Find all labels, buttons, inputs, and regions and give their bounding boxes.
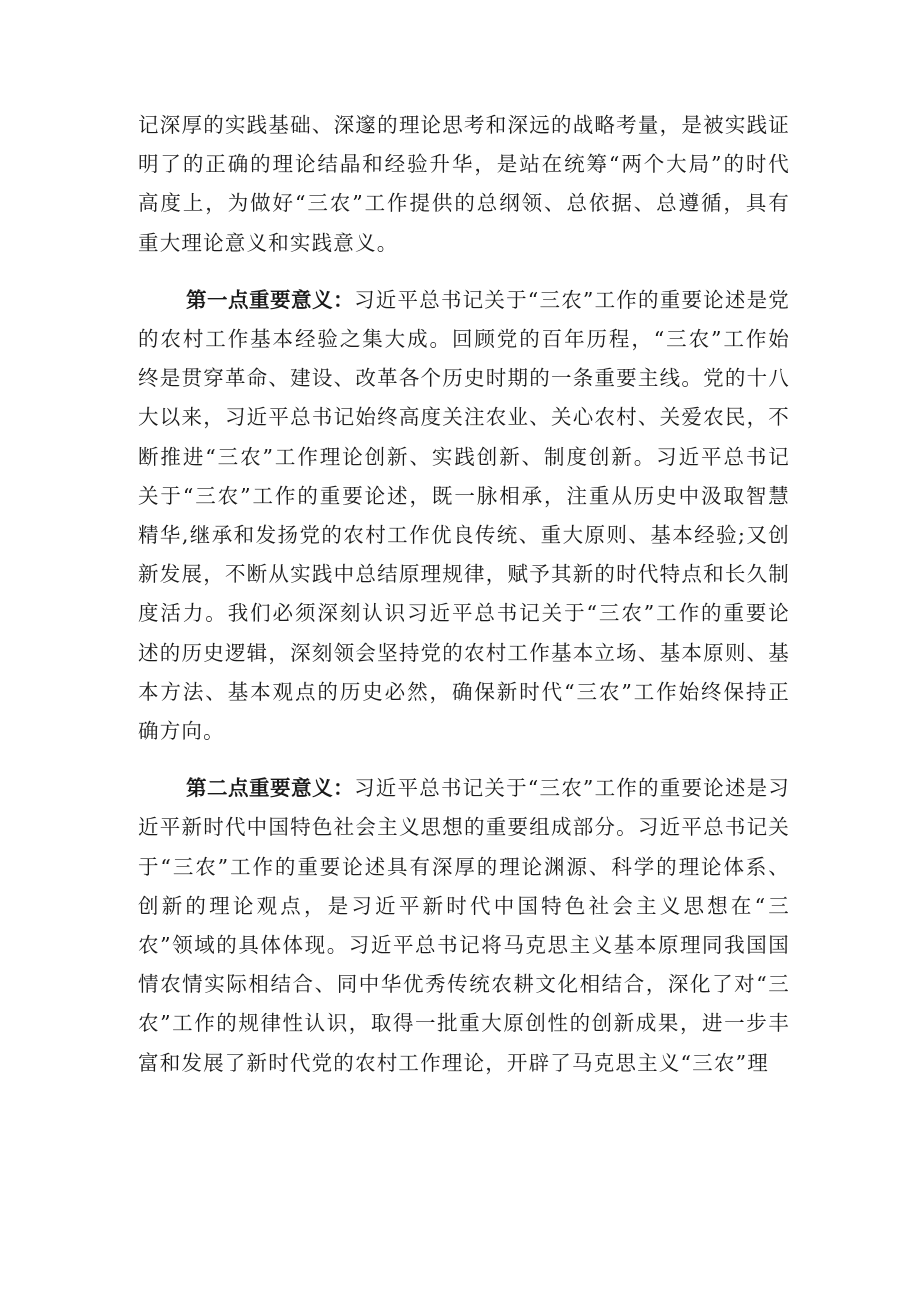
paragraph-first-significance (138, 281, 790, 751)
paragraph-second-significance (138, 769, 790, 1083)
paragraph-heading: 第二点重要意义： (186, 776, 355, 801)
paragraph-text: 习近平总书记关于“三农”工作的重要论述是党的农村工作基本经验之集大成。回顾党的百年历程，“三农”工作始终是贯穿革命、建设、改革各个历史时期的一条重要主线。党的十八大以来，习近平总书记始终高度关注农业、关心农村、关爱农民，不断推进“三农”工作理论创新、实践创新、制度创新。习近平总书记关于“三农”工作的重要论述，既一脉相承，注重从历史中汲取智慧精华,继承和发扬党的农村工作优良传统、重大原则、基本经验;又创新发展，不断从实践中总结原理规律，赋予其新的时代特点和长久制度活力。我们必须深刻认识习近平总书记关于“三农”工作的重要论述的历史逻辑，深刻领会坚持党的农村工作基本立场、基本原则、基本方法、基本观点的历史必然，确保新时代“三农”工作始终保持正确方向。 (138, 287, 790, 744)
paragraph-text: 记深厚的实践基础、深邃的理论思考和深远的战略考量，是被实践证明了的正确的理论结晶和经验升华，是站在统筹“两个大局”的时代高度上，为做好“三农”工作提供的总纲领、总依据、总遵循，具有重大理论意义和实践意义。 (138, 113, 790, 255)
paragraph-heading: 第一点重要意义： (186, 287, 355, 312)
paragraph-text: 习近平总书记关于“三农”工作的重要论述是习近平新时代中国特色社会主义思想的重要组成部分。习近平总书记关于“三农”工作的重要论述具有深厚的理论渊源、科学的理论体系、创新的理论观点，是习近平新时代中国特色社会主义思想在“三农”领域的具体体现。习近平总书记将马克思主义基本原理同我国国情农情实际相结合、同中华优秀传统农耕文化相结合，深化了对“三农”工作的规律性认识，取得一批重大原创性的创新成果，进一步丰富和发展了新时代党的农村工作理论，开辟了马克思主义“三农”理 (138, 776, 790, 1075)
paragraph-continuation (138, 106, 790, 263)
document-body (138, 106, 790, 1083)
